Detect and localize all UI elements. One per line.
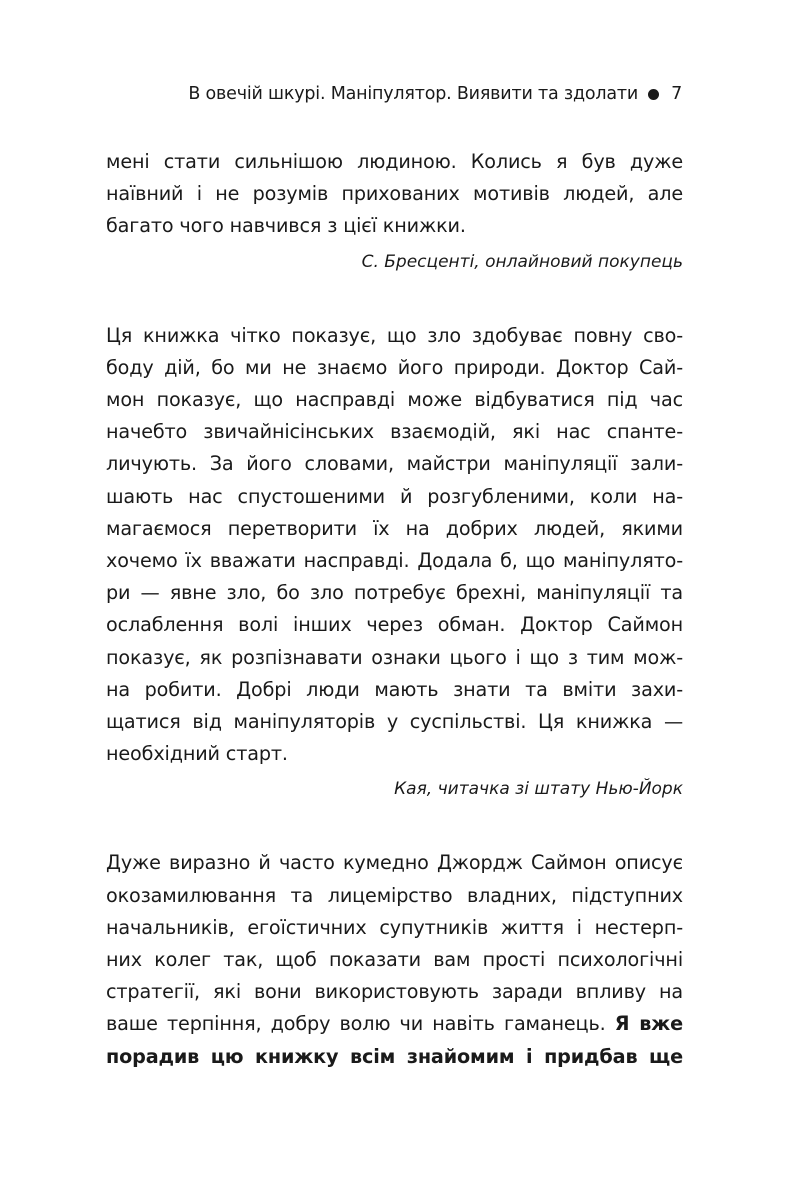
review-1 — [106, 146, 683, 243]
page-body — [106, 146, 683, 1073]
text-line: показує, як розпізнавати ознаки цього і що з тим мож- — [106, 645, 683, 669]
text-line: мон показує, що насправді може відбуватися під час — [106, 388, 683, 412]
text-line: начальників, егоїстичних супутників життя і нестерп- — [106, 915, 683, 939]
text-line: ослаблення волі інших через обман. Доктор Саймон — [106, 613, 683, 637]
text-line: боду дій, бо ми не знаємо його природи. Доктор Сай- — [106, 355, 683, 379]
text-line: на робити. Добрі люди мають знати та вміти захи- — [106, 677, 683, 701]
text-line: багато чого навчився з цієї книжки. — [106, 214, 466, 238]
bullet-icon — [648, 89, 659, 100]
text-line: окозамилювання та лицемірство владних, підступних — [106, 883, 683, 907]
text-line: шають нас спустошеними й розгубленими, коли на- — [106, 484, 683, 508]
text-line: мені стати сильнішою людиною. Колись я був дуже — [106, 150, 683, 173]
review-3 — [106, 847, 683, 1072]
text-line: Ця книжка чітко показує, що зло здобуває повну сво- — [106, 323, 683, 347]
text-line: наївний і не розумів прихованих мотивів людей, але — [106, 182, 683, 206]
text-line-mixed — [106, 1008, 683, 1040]
text-line: них колег так, щоб показати вам прості психологічні — [106, 948, 683, 972]
text-line: Дуже виразно й часто кумедно Джордж Саймон описує — [106, 851, 683, 875]
text-line: ри — явне зло, бо зло потребує брехні, маніпуляції та — [106, 581, 683, 605]
review-2-attribution: Кая, читачка зі штату Нью-Йорк — [394, 779, 683, 800]
running-head — [188, 84, 682, 104]
text-line: личують. За його словами, майстри маніпуляції зали- — [106, 452, 683, 476]
text-line: стратегії, які вони використовують заради впливу на — [106, 980, 683, 1004]
review-2 — [106, 320, 683, 771]
text-line: хочемо їх вважати насправді. Додала б, що маніпулято- — [106, 549, 683, 573]
text-line-bold: порадив цю книжку всім знайомим і придбав ще — [106, 1044, 683, 1068]
regular-text: ваше терпіння, добру волю чи навіть гаманець. — [106, 1012, 606, 1036]
text-line: щатися від маніпуляторів у суспільстві. Ця книжка — — [106, 710, 683, 734]
book-title: В овечій шкурі. Маніпулятор. Виявити та здолати — [188, 84, 639, 104]
bold-text: Я вже — [614, 1012, 683, 1036]
text-line: магаємося перетворити їх на добрих людей, якими — [106, 516, 683, 540]
page-number: 7 — [671, 84, 682, 104]
text-line: начебто звичайнісінських взаємодій, які нас спанте- — [106, 420, 683, 444]
review-1-attribution: С. Бресценті, онлайновий покупець — [361, 251, 683, 272]
text-line: необхідний старт. — [106, 742, 288, 766]
